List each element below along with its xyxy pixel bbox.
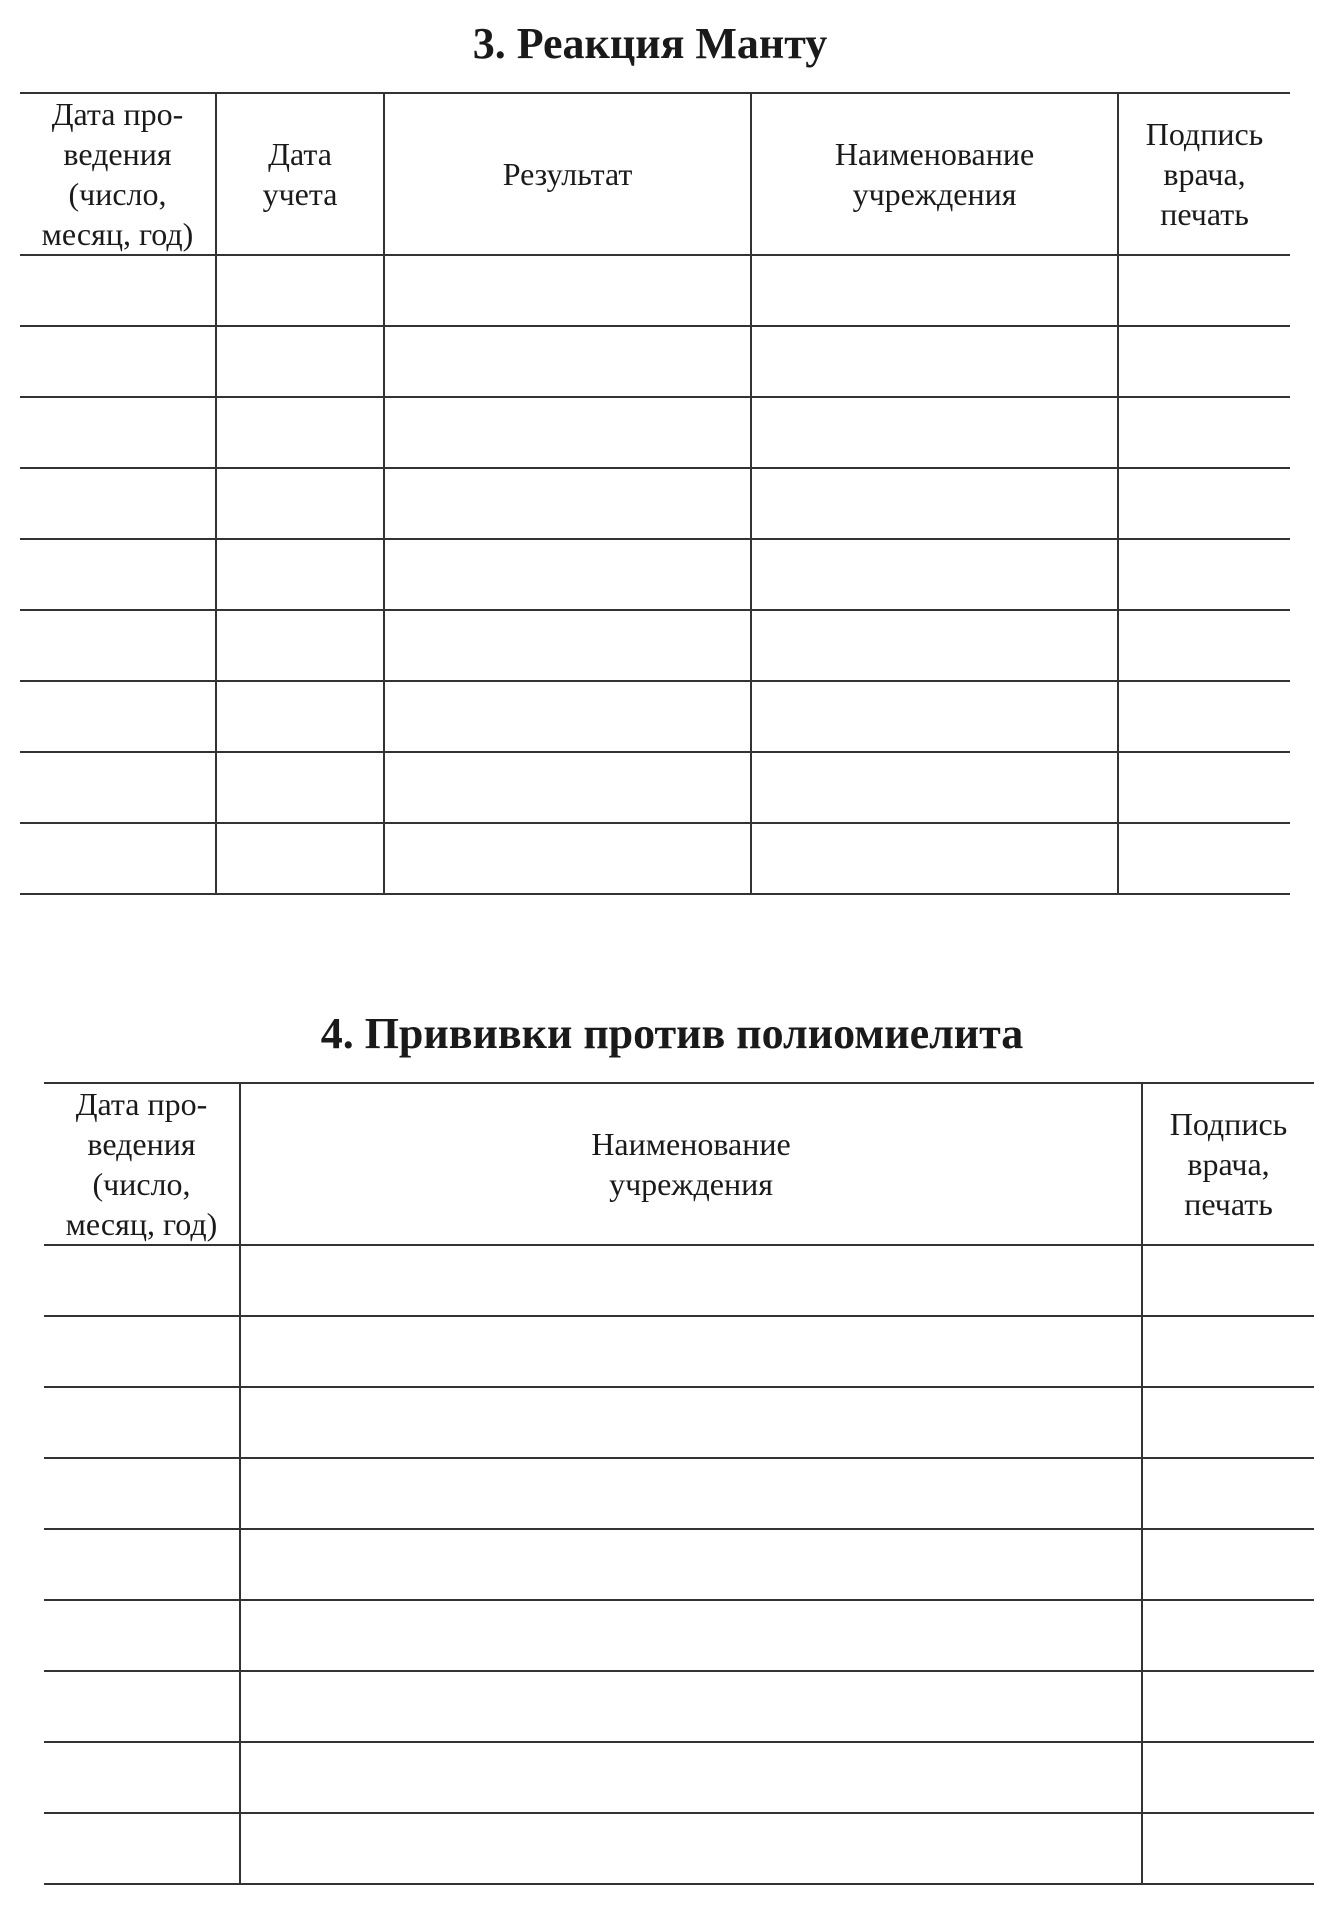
table-cell[interactable] xyxy=(751,752,1118,823)
table-row xyxy=(44,1245,1314,1316)
table-row xyxy=(20,326,1290,397)
table-cell[interactable] xyxy=(384,752,751,823)
table-cell[interactable] xyxy=(751,468,1118,539)
table-cell[interactable] xyxy=(384,397,751,468)
table-cell[interactable] xyxy=(751,326,1118,397)
table-row xyxy=(20,823,1290,894)
table-cell[interactable] xyxy=(1118,468,1290,539)
table-cell[interactable] xyxy=(44,1742,240,1813)
table-cell[interactable] xyxy=(384,468,751,539)
table-cell[interactable] xyxy=(20,468,216,539)
table-cell[interactable] xyxy=(20,326,216,397)
table-cell[interactable] xyxy=(240,1529,1142,1600)
table-cell[interactable] xyxy=(20,610,216,681)
table-cell[interactable] xyxy=(1142,1245,1314,1316)
table-cell[interactable] xyxy=(216,823,384,894)
table-cell[interactable] xyxy=(240,1387,1142,1458)
table-cell[interactable] xyxy=(240,1316,1142,1387)
table-cell[interactable] xyxy=(216,255,384,326)
table-cell[interactable] xyxy=(1118,610,1290,681)
table-cell[interactable] xyxy=(216,326,384,397)
column-header-institution: Наименование учреждения xyxy=(240,1083,1142,1245)
table-cell[interactable] xyxy=(1142,1387,1314,1458)
table-cell[interactable] xyxy=(20,397,216,468)
table-cell[interactable] xyxy=(1142,1529,1314,1600)
table-cell[interactable] xyxy=(20,681,216,752)
table-cell[interactable] xyxy=(216,752,384,823)
table-cell[interactable] xyxy=(384,255,751,326)
section-title-polio: 4. Прививки против полиомиелита xyxy=(320,1009,1024,1058)
section-title-mantoux: 3. Реакция Манту xyxy=(472,19,828,68)
table-cell[interactable] xyxy=(20,752,216,823)
table-cell[interactable] xyxy=(384,539,751,610)
table-cell[interactable] xyxy=(751,397,1118,468)
table-cell[interactable] xyxy=(20,539,216,610)
table-cell[interactable] xyxy=(20,823,216,894)
column-header-date-performed: Дата про- ведения (число, месяц, год) xyxy=(20,93,216,255)
table-cell[interactable] xyxy=(240,1813,1142,1884)
table-row xyxy=(44,1671,1314,1742)
table-row xyxy=(44,1316,1314,1387)
table-cell[interactable] xyxy=(1118,397,1290,468)
table-cell[interactable] xyxy=(384,326,751,397)
table-row xyxy=(20,397,1290,468)
table-cell[interactable] xyxy=(751,681,1118,752)
table-cell[interactable] xyxy=(1142,1813,1314,1884)
column-header-signature: Подпись врача, печать xyxy=(1142,1083,1314,1245)
table-header-row xyxy=(44,1083,1314,1245)
table-cell[interactable] xyxy=(216,539,384,610)
table-cell[interactable] xyxy=(240,1245,1142,1316)
column-header-date-recorded: Дата учета xyxy=(216,93,384,255)
table-cell[interactable] xyxy=(240,1458,1142,1529)
table-cell[interactable] xyxy=(1142,1742,1314,1813)
table-cell[interactable] xyxy=(240,1742,1142,1813)
table-cell[interactable] xyxy=(1118,681,1290,752)
table-cell[interactable] xyxy=(384,681,751,752)
table-cell[interactable] xyxy=(751,610,1118,681)
table-cell[interactable] xyxy=(44,1529,240,1600)
table-cell[interactable] xyxy=(240,1600,1142,1671)
table-cell[interactable] xyxy=(751,823,1118,894)
table-row xyxy=(44,1529,1314,1600)
table-cell[interactable] xyxy=(1142,1316,1314,1387)
column-header-date-performed: Дата про- ведения (число, месяц, год) xyxy=(44,1083,240,1245)
table-row xyxy=(20,468,1290,539)
table-cell[interactable] xyxy=(1118,539,1290,610)
table-row xyxy=(44,1458,1314,1529)
polio-vaccination-table xyxy=(44,1082,1314,1885)
table-cell[interactable] xyxy=(751,539,1118,610)
column-header-signature: Подпись врача, печать xyxy=(1118,93,1290,255)
table-cell[interactable] xyxy=(44,1671,240,1742)
table-cell[interactable] xyxy=(751,255,1118,326)
table-cell[interactable] xyxy=(1142,1458,1314,1529)
table-cell[interactable] xyxy=(44,1600,240,1671)
table-row xyxy=(44,1813,1314,1884)
table-cell[interactable] xyxy=(44,1813,240,1884)
table-cell[interactable] xyxy=(20,255,216,326)
table-cell[interactable] xyxy=(384,610,751,681)
table-row xyxy=(44,1742,1314,1813)
table-row xyxy=(20,610,1290,681)
table-cell[interactable] xyxy=(240,1671,1142,1742)
column-header-institution: Наименование учреждения xyxy=(751,93,1118,255)
table-header-row xyxy=(20,93,1290,255)
table-cell[interactable] xyxy=(44,1316,240,1387)
table-row xyxy=(20,681,1290,752)
table-row xyxy=(20,255,1290,326)
table-cell[interactable] xyxy=(1118,255,1290,326)
table-cell[interactable] xyxy=(216,468,384,539)
table-cell[interactable] xyxy=(44,1458,240,1529)
table-row xyxy=(44,1387,1314,1458)
table-cell[interactable] xyxy=(216,397,384,468)
table-cell[interactable] xyxy=(384,823,751,894)
table-row xyxy=(20,752,1290,823)
table-cell[interactable] xyxy=(216,681,384,752)
table-cell[interactable] xyxy=(44,1387,240,1458)
table-cell[interactable] xyxy=(1118,823,1290,894)
column-header-result: Результат xyxy=(384,93,751,255)
table-cell[interactable] xyxy=(1142,1600,1314,1671)
table-row xyxy=(44,1600,1314,1671)
table-cell[interactable] xyxy=(1142,1671,1314,1742)
table-row xyxy=(20,539,1290,610)
table-cell[interactable] xyxy=(1118,326,1290,397)
table-cell[interactable] xyxy=(44,1245,240,1316)
table-cell[interactable] xyxy=(1118,752,1290,823)
table-cell[interactable] xyxy=(216,610,384,681)
mantoux-table xyxy=(20,92,1290,895)
